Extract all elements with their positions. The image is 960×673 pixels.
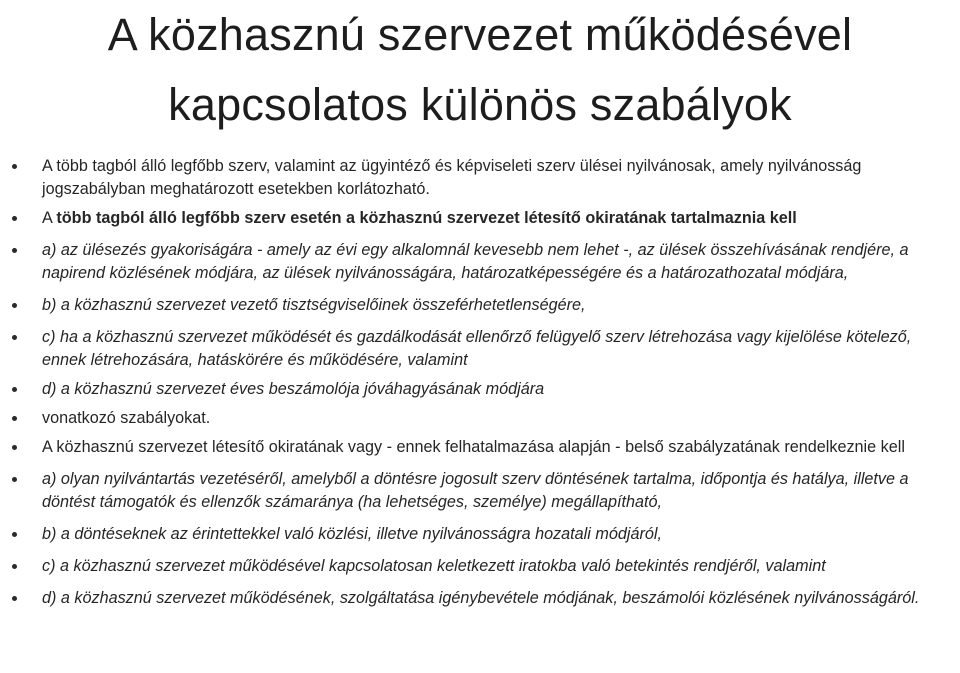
bullet-item [0,587,960,610]
bullet-item [0,155,960,201]
bullet-text-italic: c) a közhasznú szervezet működésével kapcsolatosan keletkezett iratokba való betekintés rendjéről, valamint [42,557,826,575]
bullet-item [0,378,960,401]
bullet-item [0,326,960,372]
bullet-item [0,407,960,430]
bullet-text: A közhasznú szervezet létesítő okiratának vagy - ennek felhatalmazása alapján - belső szabályzatának rendelkeznie kell [42,438,905,456]
bullet-text-italic: b) a döntéseknek az érintettekkel való közlési, illetve nyilvánosságra hozatali módjáról, [42,525,662,543]
bullet-text-italic: a) az ülésezés gyakoriságára - amely az évi egy alkalomnál kevesebb nem lehet -, az ülések összehívásának rendjére, a napirend közlésének módjára, az ülések nyilvánosságára, határozatképességére és a határozathozatal módjára, [42,241,909,282]
bullet-text-prefix: A [42,209,57,227]
bullet-item [0,239,960,285]
bullet-text: vonatkozó szabályokat. [42,409,211,427]
bullet-item [0,207,960,230]
bullet-item [0,555,960,578]
bullet-text-italic: a) olyan nyilvántartás vezetéséről, amelyből a döntésre jogosult szerv döntésének tartalma, időpontja és hatálya, illetve a döntést támogatók és ellenzők számaránya (ha lehetséges, személye) megállapítható, [42,470,909,511]
bullet-item [0,436,960,459]
bullet-list [0,151,960,610]
bullet-text: A több tagból álló legfőbb szerv, valamint az ügyintéző és képviseleti szerv ülései nyilvánosak, amely nyilvánosság jogszabályban meghatározott esetekben korlátozható. [42,157,862,198]
bullet-item [0,523,960,546]
bullet-item [0,294,960,317]
bullet-text-italic: d) a közhasznú szervezet működésének, szolgáltatása igénybevétele módjának, beszámolói közlésének nyilvánosságáról. [42,589,920,607]
bullet-text-italic: c) ha a közhasznú szervezet működését és gazdálkodását ellenőrző felügyelő szerv létrehozása vagy kijelölése kötelező, ennek létrehozására, hatáskörére és működésére, valamint [42,328,912,369]
bullet-text-bold: több tagból álló legfőbb szerv esetén a közhasznú szervezet létesítő okiratának tartalmaznia kell [56,209,797,227]
bullet-text-italic: b) a közhasznú szervezet vezető tisztségviselőinek összeférhetetlenségére, [42,296,586,314]
bullet-item [0,468,960,514]
slide-title [20,0,940,140]
slide-title-line-2: kapcsolatos különös szabályok [168,79,792,130]
bullet-text-italic: d) a közhasznú szervezet éves beszámolója jóváhagyásának módjára [42,380,545,398]
slide-title-line-1: A közhasznú szervezet működésével [107,9,853,60]
